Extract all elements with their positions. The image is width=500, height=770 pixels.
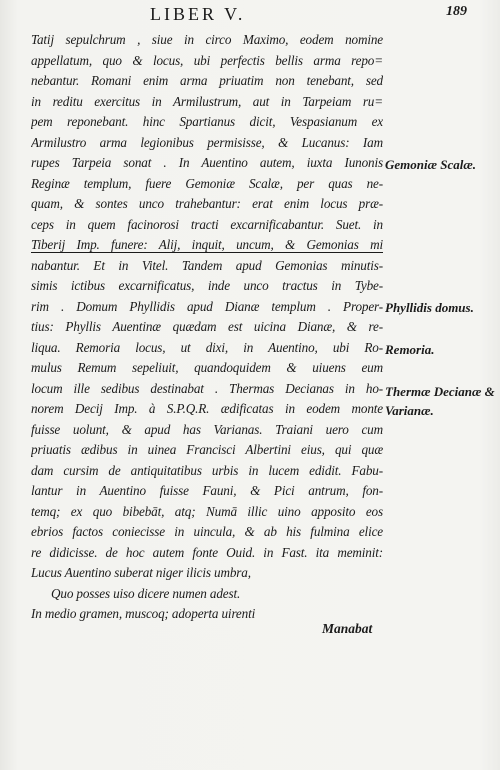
text-line: norem Decij Imp. à S.P.Q.R. ædificatas in eodem monte [31,401,383,416]
margin-note-thermae: Thermæ Decianæ & Varianæ. [385,384,495,418]
verse-line: Quo posses uiso dicere numen adest. [51,585,241,601]
margin-note-remoria: Remoria. [385,342,435,357]
text-line: tius: Phyllis Auentinæ quædam est uicina Dianæ, & re- [31,319,383,334]
text-line: nabantur. Et in Vitel. Tandem apud Gemonias minutis- [31,257,383,273]
text-line: appellatum, quo & locus, ubi perfectis bellis arma repo= [31,52,383,68]
text-line: re didicisse. de hoc autem fonte Ouid. in Fast. ita meminit: [31,544,383,560]
margin-note-phyllidis: Phyllidis domus. [385,300,474,315]
text-line: fuisse uolunt, & apud has Varianas. Traiani uero cum [31,421,383,437]
text-line: nebantur. Romani enim arma priuatim non tenebant, sed [31,73,383,88]
text-line: locum ille sedibus destinabat . Thermas Decianas in ho- [31,380,383,396]
text-line: Reginæ templum, fuere Gemoniæ Scalæ, per quas ne- [31,175,383,191]
text-line: Tatij sepulchrum , siue in circo Maximo, eodem nomine [31,32,383,47]
text-line: priuatis ædibus in uinea Francisci Albertini eius, qui quæ [31,442,383,457]
text-line: rim . Domum Phyllidis apud Dianæ templum . Proper- [31,298,383,314]
text-line: ceps in quem facinorosi tracti excarnificabantur. Suet. in [31,216,383,232]
text-line: simis ictibus excarnificatus, inde unco tractus in Tybe- [31,278,383,293]
page-number: 189 [446,4,467,19]
text-line: lantur in Auentino fuisse Fauni, & Pici antrum, fon- [31,483,383,498]
verse-line: In medio gramen, muscoq; adoperta uirenti [31,606,256,621]
text-line: in reditu exercitus in Armilustrum, aut in Tarpeiam ru= [31,93,383,109]
margin-note-gemoniae: Gemoniæ Scalæ. [385,157,476,172]
text-line: ebrios factos coniecisse in uincula, & ab his fulmina elice [31,524,383,539]
text-line: dam cursim de antiquitatibus urbis in lucem edidit. Fabu- [31,462,383,478]
text-line-underlined: Tiberij Imp. funere: Alij, inquit, uncum, & Gemonias mi [31,237,383,252]
text-line: rupes Tarpeia sonat . In Auentino autem, iuxta Iunonis [31,155,383,170]
verse-line: Lucus Auentino suberat niger ilicis umbra, [31,565,251,580]
text-line: Armilustro arma legionibus permisisse, & Lucanus: Iam [31,134,383,150]
text-line: mulus Remum sepeliuit, quandoquidem & uiuens eum [31,360,383,375]
text-line: temq; ex quo bibebāt, atq; Numā illic uino apposito eos [31,503,383,519]
running-head [0,4,500,26]
text-line: quam, & sontes unco trahebantur: erat enim locus præ- [31,196,383,211]
text-line: liqua. Remoria locus, ut dixi, in Auentino, ubi Ro- [31,339,383,355]
running-title: LIBER V. [150,4,246,24]
catchword: Manabat [322,621,373,636]
text-line: pem reponebant. hinc Spartianus dicit, Vespasianum ex [31,114,383,129]
main-text-block [31,30,383,625]
